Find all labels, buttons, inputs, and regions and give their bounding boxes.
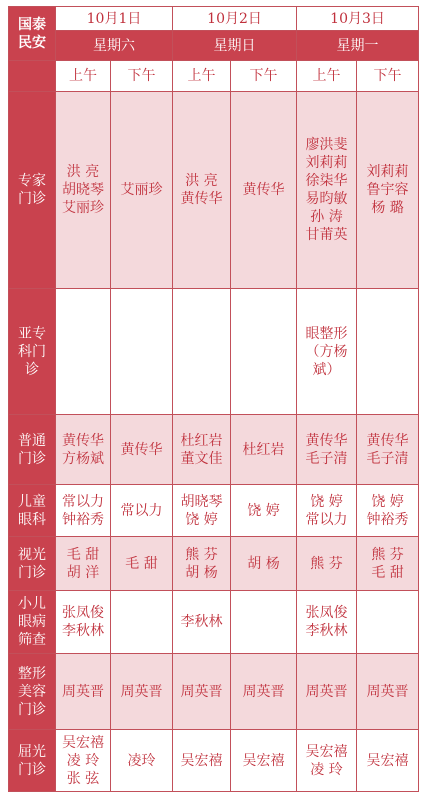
schedule-table	[8, 6, 419, 792]
row-subspecialty-clinic	[9, 289, 419, 415]
period-cell: 下午	[231, 61, 297, 92]
row-label: 视光 门诊	[9, 537, 56, 591]
schedule-cell: 周英晋	[56, 654, 111, 730]
row-child-eye-screening	[9, 591, 419, 654]
row-label: 儿童 眼科	[9, 485, 56, 537]
schedule-cell	[357, 591, 419, 654]
schedule-cell	[56, 289, 111, 415]
schedule-cell: 刘莉莉 鲁宇容 杨 璐	[357, 92, 419, 289]
row-refractive-clinic	[9, 730, 419, 792]
schedule-cell	[357, 289, 419, 415]
row-pediatric-ophthalmology	[9, 485, 419, 537]
schedule-cell: 吴宏禧 凌 玲	[297, 730, 357, 792]
schedule-cell: 洪 亮 胡晓琴 艾丽珍	[56, 92, 111, 289]
schedule-cell: 吴宏禧	[357, 730, 419, 792]
period-cell: 上午	[297, 61, 357, 92]
schedule-cell: 常以力 钟裕秀	[56, 485, 111, 537]
date-day-3: 10月3日	[297, 7, 419, 31]
schedule-cell: 熊 芬 毛 甜	[357, 537, 419, 591]
period-row	[9, 61, 419, 92]
schedule-cell	[231, 591, 297, 654]
schedule-cell: 廖洪斐 刘莉莉 徐柒华 易昀敏 孙 涛 甘莆英	[297, 92, 357, 289]
row-label: 整形 美容 门诊	[9, 654, 56, 730]
schedule-cell: 饶 婷	[231, 485, 297, 537]
schedule-cell	[111, 591, 173, 654]
row-cosmetic-surgery	[9, 654, 419, 730]
row-label: 专家 门诊	[9, 92, 56, 289]
period-cell: 上午	[56, 61, 111, 92]
weekday-day-2: 星期日	[173, 31, 297, 61]
schedule-cell: 毛 甜	[111, 537, 173, 591]
date-day-2: 10月2日	[173, 7, 297, 31]
schedule-cell: 李秋林	[173, 591, 231, 654]
period-cell: 下午	[111, 61, 173, 92]
weekday-row	[9, 31, 419, 61]
schedule-cell: 张凤俊 李秋林	[297, 591, 357, 654]
schedule-cell: 洪 亮 黄传华	[173, 92, 231, 289]
schedule-cell: 吴宏禧 凌 玲 张 弦	[56, 730, 111, 792]
schedule-cell: 杜红岩 董文佳	[173, 415, 231, 485]
schedule-cell: 黄传华	[231, 92, 297, 289]
schedule-cell: 杜红岩	[231, 415, 297, 485]
schedule-cell: 胡 杨	[231, 537, 297, 591]
schedule-cell: 张凤俊 李秋林	[56, 591, 111, 654]
schedule-cell: 吴宏禧	[231, 730, 297, 792]
schedule-cell: 凌玲	[111, 730, 173, 792]
period-cell: 下午	[357, 61, 419, 92]
schedule-cell: 黄传华 毛子清	[297, 415, 357, 485]
schedule-cell: 黄传华	[111, 415, 173, 485]
schedule-cell: 黄传华 方杨斌	[56, 415, 111, 485]
schedule-cell: 熊 芬 胡 杨	[173, 537, 231, 591]
schedule-cell: 熊 芬	[297, 537, 357, 591]
row-label: 普通 门诊	[9, 415, 56, 485]
corner-title: 国泰 民安	[9, 7, 56, 61]
row-label: 亚专 科门 诊	[9, 289, 56, 415]
row-optometry-clinic	[9, 537, 419, 591]
schedule-cell: 周英晋	[111, 654, 173, 730]
schedule-cell: 周英晋	[173, 654, 231, 730]
schedule-cell: 黄传华 毛子清	[357, 415, 419, 485]
weekday-day-3: 星期一	[297, 31, 419, 61]
row-general-clinic	[9, 415, 419, 485]
row-expert-clinic	[9, 92, 419, 289]
period-header-blank	[9, 61, 56, 92]
schedule-cell: 周英晋	[297, 654, 357, 730]
schedule-cell: 胡晓琴 饶 婷	[173, 485, 231, 537]
date-row	[9, 7, 419, 31]
schedule-cell: 毛 甜 胡 洋	[56, 537, 111, 591]
schedule-cell: 吴宏禧	[173, 730, 231, 792]
schedule-cell	[231, 289, 297, 415]
weekday-day-1: 星期六	[56, 31, 173, 61]
schedule-cell: 周英晋	[231, 654, 297, 730]
schedule-cell: 饶 婷 常以力	[297, 485, 357, 537]
schedule-cell: 饶 婷 钟裕秀	[357, 485, 419, 537]
row-label: 屈光 门诊	[9, 730, 56, 792]
schedule-cell: 艾丽珍	[111, 92, 173, 289]
schedule-cell	[111, 289, 173, 415]
row-label: 小儿 眼病 筛查	[9, 591, 56, 654]
schedule-cell: 周英晋	[357, 654, 419, 730]
schedule-cell: 常以力	[111, 485, 173, 537]
schedule-cell: 眼整形 （方杨 斌）	[297, 289, 357, 415]
schedule-cell	[173, 289, 231, 415]
period-cell: 上午	[173, 61, 231, 92]
date-day-1: 10月1日	[56, 7, 173, 31]
